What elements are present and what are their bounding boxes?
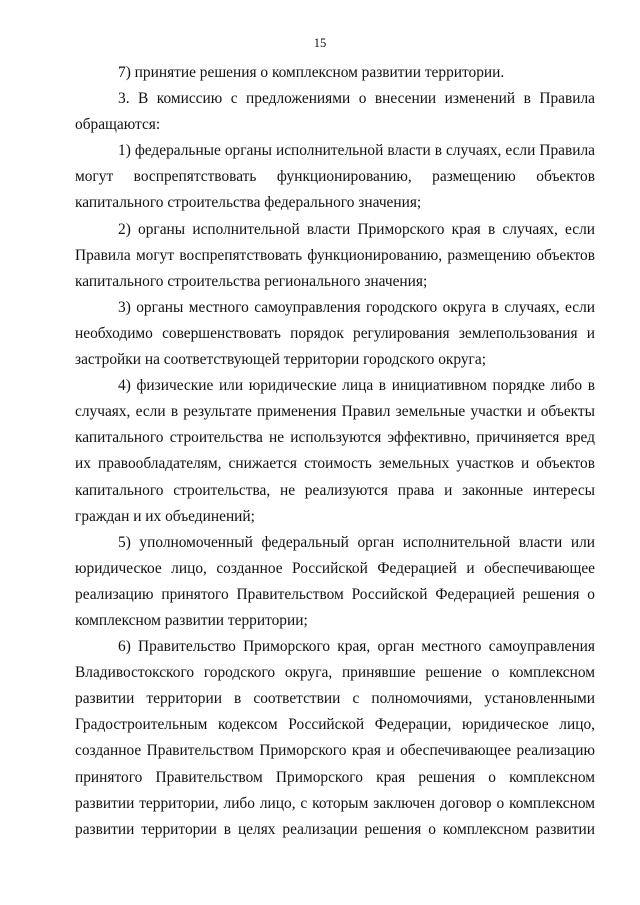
- paragraph-item-5: 5) уполномоченный федеральный орган исполнительной власти или юридическое лицо, созданное Российской Федерацией и обеспечивающее реализацию принятого Правительством Российской Федерацией решения о комплексном развитии территории;: [75, 533, 595, 629]
- paragraph-item-1: 1) федеральные органы исполнительной власти в случаях, если Правила могут воспрепятствовать функционированию, размещению объектов капитального строительства федерального значения;: [75, 142, 595, 212]
- paragraph-item-4: 4) физические или юридические лица в инициативном порядке либо в случаях, если в результате применения Правил земельные участки и объекты капитального строительства не используются эффективно, причиняется вред их правообладателям, снижается стоимость земельных участков и объектов капитального строительства, не реализуются права и законные интересы граждан и их объединений;: [75, 377, 595, 525]
- paragraph-clause-3: 3. В комиссию с предложениями о внесении изменений в Правила обращаются:: [75, 90, 595, 134]
- paragraph-item-2: 2) органы исполнительной власти Приморского края в случаях, если Правила могут воспрепятствовать функционированию, размещению объектов капитального строительства регионального значения;: [75, 220, 595, 290]
- document-body: [75, 60, 595, 843]
- paragraph-item-7: 7) принятие решения о комплексном развитии территории.: [118, 64, 505, 81]
- paragraph-item-6: 6) Правительство Приморского края, орган местного самоуправления Владивостокского городского округа, принявшие решение о комплексном развитии территории в соответствии с полномочиями, установленными Градостроительным кодексом Российской Федерации, юридическое лицо, созданное Правительством Приморского края и обеспечивающее реализацию принятого Правительством Приморского края решения о комплексном развитии территории, либо лицо, с которым заключен договор о комплексном развитии территории в целях реализации решения о комплексном развитии: [75, 638, 595, 838]
- page-number: 15: [313, 36, 327, 50]
- paragraph-item-3: 3) органы местного самоуправления городского округа в случаях, если необходимо совершенствовать порядок регулирования землепользования и застройки на соответствующей территории городского округа;: [75, 298, 595, 369]
